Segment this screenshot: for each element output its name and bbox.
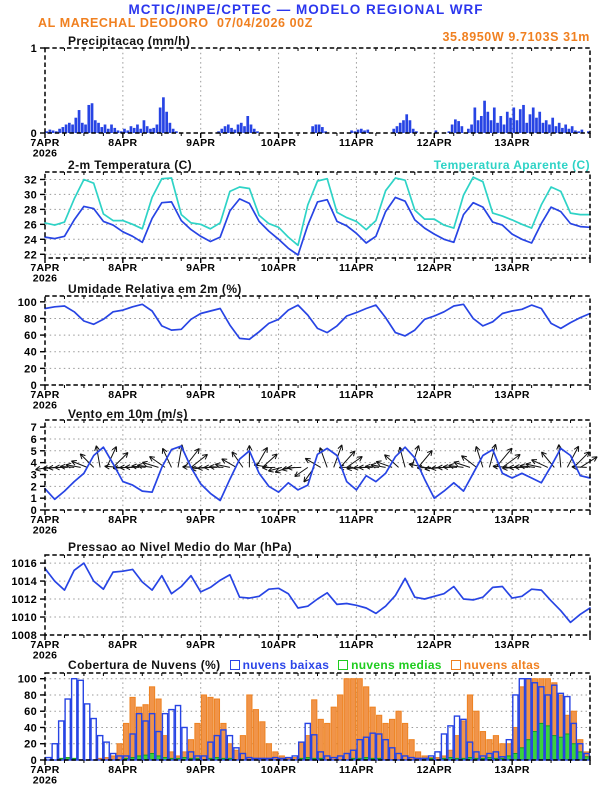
- cloud-bar-orange: [143, 705, 148, 760]
- x-year-label: 2026: [32, 524, 58, 537]
- precip-bar: [522, 105, 525, 133]
- cloud-bar-orange: [402, 723, 407, 760]
- x-date-label: 12APR: [416, 137, 452, 149]
- x-year-label: 2026: [32, 399, 58, 412]
- x-date-label: 8APR: [108, 389, 138, 401]
- y-tick-label: 100: [17, 673, 37, 686]
- x-date-label: 8APR: [108, 639, 138, 651]
- page-title: MCTIC/INPE/CPTEC — MODELO REGIONAL WRF: [128, 2, 484, 17]
- cloud-bar-green: [558, 737, 563, 760]
- x-date-label: 11APR: [339, 639, 374, 651]
- y-tick-label: 5: [30, 445, 37, 458]
- x-year-label: 2026: [32, 649, 58, 662]
- x-date-label: 9APR: [186, 514, 216, 526]
- cloud-bar-green: [539, 723, 544, 760]
- precip-bar: [486, 112, 489, 133]
- precip-bar: [146, 126, 149, 133]
- precip-bar: [571, 126, 574, 133]
- precip-bar: [237, 125, 240, 134]
- y-tick-label: 2: [30, 481, 37, 494]
- precip-bar: [551, 118, 554, 133]
- cloud-bar-orange: [364, 687, 369, 760]
- precip-bar: [545, 120, 548, 133]
- cloud-bar-orange: [325, 723, 330, 760]
- x-date-label: 12APR: [416, 639, 452, 651]
- cloud-bar-orange: [305, 736, 310, 760]
- legend-label-high-clouds: nuvens altas: [463, 658, 541, 672]
- precip-bar: [227, 125, 230, 134]
- y-tick-label: 20: [24, 738, 37, 751]
- x-date-label: 11APR: [339, 137, 374, 149]
- precip-bar: [454, 119, 457, 133]
- y-tick-label: 20: [24, 363, 37, 376]
- wind-barb: [418, 451, 432, 468]
- precip-bar: [321, 127, 324, 133]
- cloud-bar-blue: [85, 704, 90, 760]
- precip-bar: [113, 128, 116, 133]
- x-date-label: 11APR: [339, 262, 374, 274]
- precip-bar: [477, 120, 480, 133]
- precip-bar: [315, 125, 318, 134]
- cloud-bar-orange: [299, 742, 304, 760]
- y-tick-label: 28: [24, 204, 37, 217]
- precip-bar: [65, 125, 68, 134]
- y-tick-label: 22: [24, 249, 37, 262]
- x-year-label: 2026: [32, 147, 58, 160]
- precip-bar: [405, 114, 408, 133]
- precip-bar: [558, 123, 561, 133]
- precip-bar: [243, 126, 246, 133]
- cloud-bar-orange: [467, 695, 472, 760]
- y-tick-label: 7: [30, 422, 37, 435]
- precip-bar: [94, 120, 97, 133]
- precip-bar: [457, 121, 460, 133]
- precip-bar: [409, 120, 412, 133]
- y-tick-label: 1: [30, 43, 37, 55]
- precip-bar: [529, 114, 532, 133]
- y-tick-label: 60: [24, 706, 37, 719]
- cloud-bar-orange: [351, 679, 356, 760]
- cloud-bar-orange: [156, 699, 161, 760]
- precip-bar: [483, 101, 486, 133]
- y-tick-label: 80: [24, 689, 37, 702]
- x-date-label: 9APR: [186, 639, 216, 651]
- precip-bar: [169, 123, 172, 133]
- cloud-bar-green: [526, 740, 531, 760]
- series-line: [45, 304, 590, 339]
- precip-bar: [230, 128, 233, 133]
- cloud-bar-orange: [266, 744, 271, 760]
- cloud-bar-orange: [247, 695, 252, 760]
- cloud-bar-orange: [234, 750, 239, 760]
- y-tick-label: 1016: [11, 558, 37, 571]
- legend-apparent-temperature: Temperatura Aparente (C): [433, 158, 590, 172]
- cloud-bar-orange: [162, 736, 167, 760]
- precip-bar: [512, 108, 515, 134]
- precip-bar: [542, 123, 545, 133]
- precip-bar: [78, 110, 81, 133]
- legend-label-mid-clouds: nuvens medias: [351, 658, 442, 672]
- y-tick-label: 1: [30, 493, 37, 506]
- panel-title-clouds: Cobertura de Nuvens (%): [68, 658, 221, 672]
- cloud-bar-orange: [208, 697, 213, 760]
- precip-bar: [97, 123, 100, 133]
- x-date-label: 8APR: [108, 764, 138, 776]
- series-line: [45, 177, 590, 245]
- precip-bar: [224, 126, 227, 133]
- precip-bar: [74, 118, 77, 133]
- precip-bar: [130, 126, 133, 133]
- cloud-bar-orange: [454, 736, 459, 760]
- cloud-bar-orange: [260, 722, 265, 760]
- cloud-bar-green: [571, 744, 576, 760]
- precip-bar: [470, 125, 473, 134]
- y-tick-label: 100: [17, 296, 37, 309]
- precip-bar: [71, 125, 74, 134]
- cloud-bar-green: [565, 734, 570, 760]
- x-date-label: 13APR: [494, 262, 530, 274]
- panel-title-wind: Vento em 10m (m/s): [68, 407, 188, 421]
- precip-bar: [535, 118, 538, 133]
- cloud-bar-orange: [390, 719, 395, 760]
- x-year-label: 2026: [32, 774, 58, 787]
- x-date-label: 10APR: [260, 137, 297, 149]
- cloud-bar-orange: [383, 723, 388, 760]
- cloud-bar-green: [552, 736, 557, 760]
- cloud-bar-orange: [396, 711, 401, 760]
- panel-title-pressure: Pressao ao Nivel Medio do Mar (hPa): [68, 540, 293, 554]
- station-coordinates: 35.8950W 9.7103S 31m: [442, 30, 590, 44]
- precip-bar: [250, 125, 253, 134]
- y-tick-label: 1010: [11, 612, 37, 625]
- x-date-label: 13APR: [494, 389, 530, 401]
- wind-barb: [95, 446, 100, 468]
- precip-bar: [473, 108, 476, 134]
- cloud-bar-orange: [240, 736, 245, 760]
- precip-bar: [240, 123, 243, 133]
- precip-bar: [493, 108, 496, 134]
- cloud-bar-orange: [227, 744, 232, 760]
- x-date-label: 11APR: [339, 389, 374, 401]
- series-line: [45, 197, 590, 255]
- precip-bar: [91, 103, 94, 133]
- y-tick-label: 0: [30, 505, 37, 517]
- cloud-bar-green: [513, 753, 518, 760]
- y-tick-label: 6: [30, 433, 37, 446]
- cloud-bar-orange: [201, 695, 206, 760]
- y-tick-label: 0: [30, 755, 37, 767]
- x-date-label: 13APR: [494, 137, 530, 149]
- y-tick-label: 32: [24, 174, 37, 187]
- cloud-bar-orange: [377, 715, 382, 760]
- y-tick-label: 30: [24, 189, 37, 202]
- precip-bar: [246, 116, 249, 133]
- panel-title-precipitation: Precipitacao (mm/h): [68, 34, 191, 48]
- panel-title-humidity: Umidade Relativa em 2m (%): [68, 282, 242, 296]
- x-date-label: 10APR: [260, 514, 297, 526]
- precip-bar: [152, 128, 155, 133]
- x-year-label: 2026: [32, 272, 58, 285]
- cloud-bar-orange: [130, 697, 135, 760]
- precip-bar: [480, 116, 483, 133]
- y-tick-label: 40: [24, 346, 37, 359]
- precip-bar: [490, 120, 493, 133]
- cloud-bar-orange: [312, 700, 317, 760]
- precip-bar: [509, 118, 512, 133]
- y-tick-label: 1008: [11, 630, 37, 642]
- x-date-label: 7APR: [30, 764, 60, 776]
- precip-bar: [399, 123, 402, 133]
- precip-bar: [538, 112, 541, 133]
- cloud-bar-orange: [500, 744, 505, 760]
- x-date-label: 9APR: [186, 764, 216, 776]
- precip-bar: [156, 125, 159, 134]
- precip-bar: [139, 129, 142, 133]
- cloud-bar-orange: [493, 736, 498, 760]
- precip-bar: [61, 127, 64, 133]
- cloud-bar-orange: [487, 740, 492, 760]
- y-tick-label: 40: [24, 722, 37, 735]
- precip-bar: [81, 123, 84, 133]
- precip-bar: [564, 125, 567, 134]
- x-date-label: 11APR: [339, 764, 374, 776]
- precip-bar: [311, 126, 314, 133]
- cloud-bar-orange: [318, 719, 323, 760]
- y-tick-label: 1014: [11, 576, 37, 589]
- cloud-bar-green: [532, 732, 537, 760]
- precip-bar: [143, 120, 146, 133]
- wind-barb: [359, 465, 373, 470]
- precip-bar: [104, 125, 107, 134]
- cloud-bar-blue: [175, 706, 180, 760]
- station-name: AL MARECHAL DEODORO: [38, 16, 209, 30]
- precip-bar: [525, 123, 528, 133]
- wind-barb: [334, 445, 343, 468]
- panel-title-temperature: 2-m Temperatura (C): [68, 158, 193, 172]
- cloud-bar-green: [519, 748, 524, 760]
- cloud-bar-orange: [331, 707, 336, 760]
- x-date-label: 9APR: [186, 137, 216, 149]
- x-date-label: 12APR: [416, 764, 452, 776]
- x-date-label: 8APR: [108, 514, 138, 526]
- x-date-label: 8APR: [108, 137, 138, 149]
- y-tick-label: 4: [30, 457, 37, 470]
- precip-bar: [451, 125, 454, 134]
- wind-barb: [107, 447, 117, 468]
- cloud-bar-blue: [72, 679, 77, 760]
- precip-bar: [84, 125, 87, 134]
- cloud-bar-blue: [98, 736, 103, 760]
- x-date-label: 13APR: [494, 514, 530, 526]
- wind-barb: [295, 467, 308, 476]
- wind-barb: [340, 451, 355, 467]
- x-date-label: 7APR: [30, 262, 60, 274]
- cloud-bar-orange: [273, 752, 278, 760]
- cloud-bar-orange: [136, 707, 141, 760]
- cloud-bar-green: [578, 752, 583, 760]
- precip-bar: [136, 125, 139, 134]
- precip-bar: [461, 126, 464, 133]
- precip-bar: [561, 128, 564, 133]
- x-date-label: 9APR: [186, 262, 216, 274]
- y-tick-label: 24: [24, 234, 37, 247]
- cloud-bar-orange: [214, 699, 219, 760]
- precip-bar: [503, 125, 506, 134]
- precip-bar: [256, 131, 259, 133]
- precip-bar: [577, 131, 580, 133]
- wind-barb: [113, 453, 128, 468]
- y-tick-label: 3: [30, 469, 37, 482]
- precip-bar: [165, 112, 168, 133]
- precip-bar: [87, 105, 90, 133]
- precip-bar: [100, 127, 103, 133]
- precip-bar: [68, 123, 71, 133]
- y-tick-label: 80: [24, 313, 37, 326]
- precip-bar: [52, 130, 55, 133]
- precip-bar: [496, 123, 499, 133]
- precip-bar: [318, 125, 321, 134]
- precip-bar: [516, 120, 519, 133]
- x-date-label: 13APR: [494, 764, 530, 776]
- precip-bar: [532, 108, 535, 134]
- precip-bar: [396, 126, 399, 133]
- precip-bar: [402, 120, 405, 133]
- cloud-bar-orange: [117, 744, 122, 760]
- cloud-bar-orange: [357, 679, 362, 760]
- cloud-bar-orange: [253, 710, 258, 760]
- precip-bar: [110, 125, 113, 134]
- x-date-label: 11APR: [339, 514, 374, 526]
- precip-bar: [159, 108, 162, 134]
- x-date-label: 9APR: [186, 389, 216, 401]
- cloud-bar-orange: [221, 723, 226, 760]
- x-date-label: 12APR: [416, 514, 452, 526]
- x-date-label: 7APR: [30, 639, 60, 651]
- cloud-bar-blue: [52, 744, 57, 760]
- cloud-bar-blue: [59, 721, 64, 760]
- cloud-bar-orange: [344, 679, 349, 760]
- panel-frame: [45, 555, 590, 635]
- cloud-bar-blue: [91, 719, 96, 760]
- wind-barb: [287, 465, 301, 470]
- x-date-label: 10APR: [260, 389, 297, 401]
- cloud-bar-orange: [474, 711, 479, 760]
- precip-bar: [555, 126, 558, 133]
- cloud-bar-orange: [195, 723, 200, 760]
- cloud-bar-orange: [149, 687, 154, 760]
- precip-bar: [519, 109, 522, 133]
- panel-frame: [45, 172, 590, 258]
- x-date-label: 7APR: [30, 137, 60, 149]
- x-date-label: 12APR: [416, 389, 452, 401]
- precip-bar: [499, 116, 502, 133]
- legend-label-low-clouds: nuvens baixas: [242, 658, 330, 672]
- x-date-label: 7APR: [30, 389, 60, 401]
- run-datetime: 07/04/2026 00Z: [217, 16, 313, 30]
- x-date-label: 10APR: [260, 262, 297, 274]
- x-date-label: 10APR: [260, 639, 297, 651]
- cloud-bar-blue: [78, 680, 83, 760]
- x-date-label: 12APR: [416, 262, 452, 274]
- cloud-bar-orange: [124, 723, 129, 760]
- precip-bar: [548, 125, 551, 134]
- x-date-label: 7APR: [30, 514, 60, 526]
- y-tick-label: 1012: [11, 594, 37, 607]
- x-date-label: 10APR: [260, 764, 297, 776]
- precip-bar: [162, 97, 165, 133]
- precip-bar: [506, 112, 509, 133]
- series-line: [45, 563, 590, 622]
- y-tick-label: 0: [30, 380, 37, 392]
- cloud-bar-blue: [65, 699, 70, 760]
- cloud-bar-orange: [338, 695, 343, 760]
- wind-barb: [262, 454, 277, 467]
- cloud-bar-green: [545, 726, 550, 760]
- precip-bar: [133, 128, 136, 133]
- cloud-bar-orange: [461, 721, 466, 760]
- cloud-bar-orange: [188, 740, 193, 760]
- x-date-label: 8APR: [108, 262, 138, 274]
- y-tick-label: 0: [30, 128, 37, 140]
- x-date-label: 13APR: [494, 639, 530, 651]
- y-tick-label: 60: [24, 330, 37, 343]
- y-tick-label: 26: [24, 219, 37, 232]
- cloud-bar-green: [149, 753, 154, 760]
